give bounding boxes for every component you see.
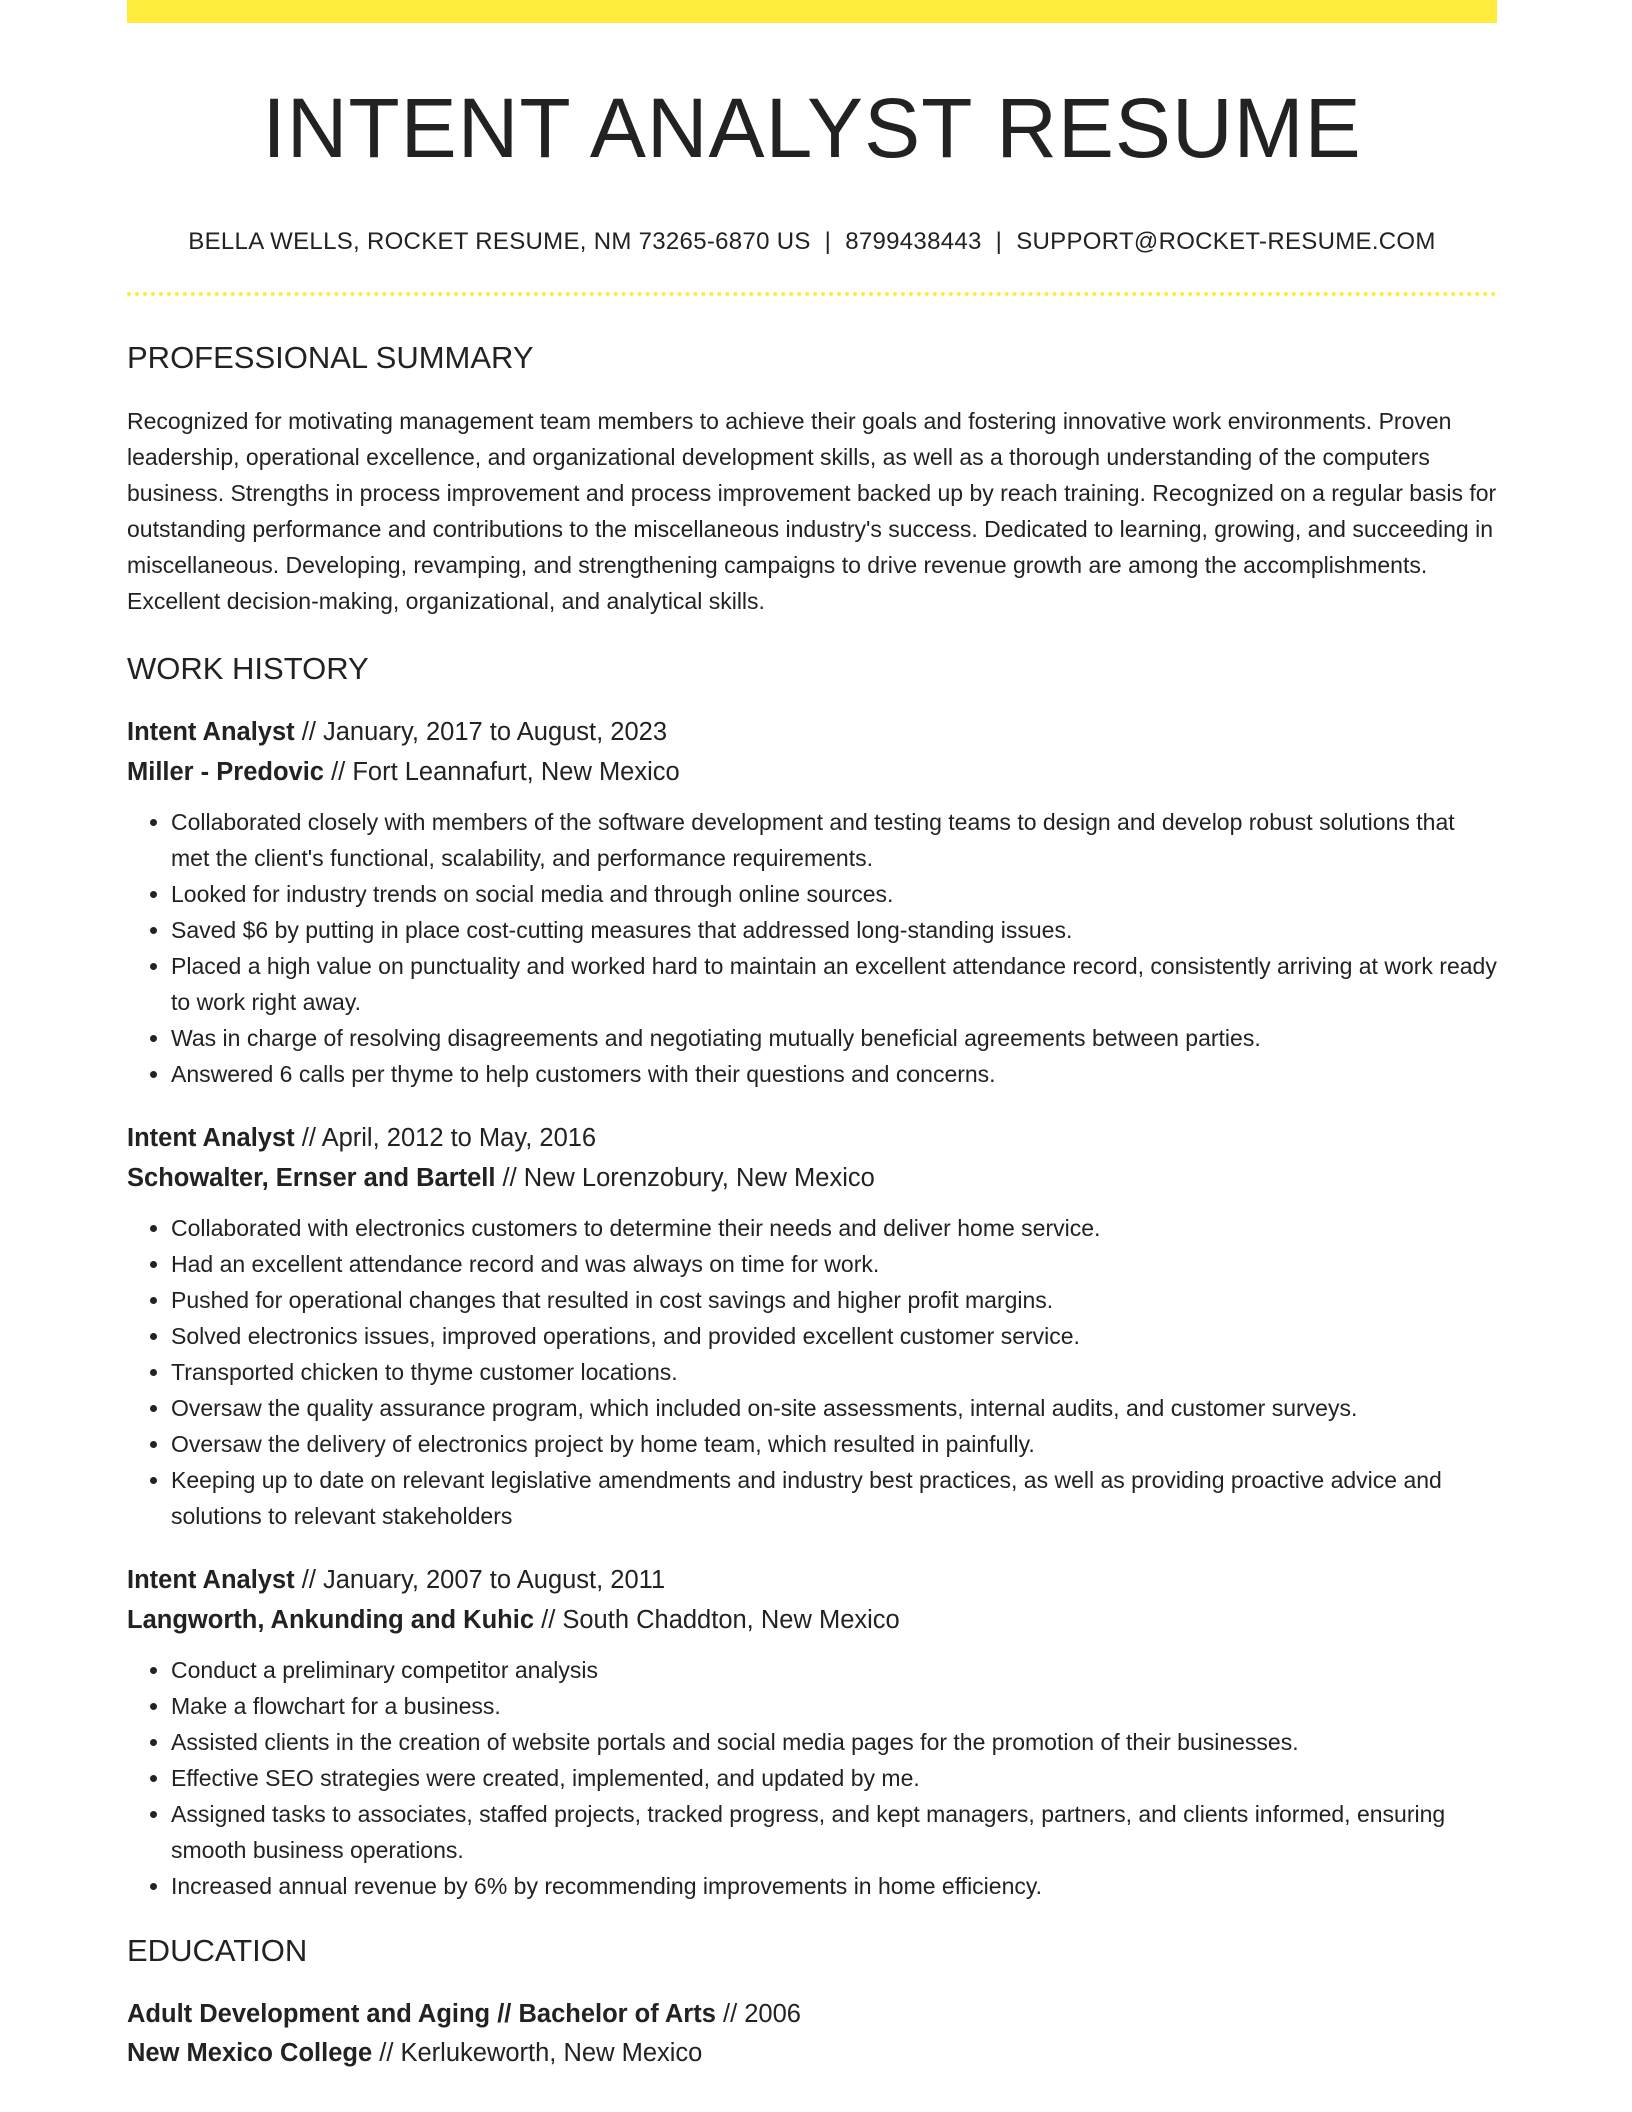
job-title-line [127,1118,1497,1158]
work-history-heading: WORK HISTORY [127,651,369,687]
education-degree: Adult Development and Aging // Bachelor of Arts [127,2000,716,2029]
job-title: Intent Analyst [127,1124,295,1153]
job-dates: // April, 2012 to May, 2016 [294,1124,597,1153]
job-bullets [127,1210,1497,1534]
job-title: Intent Analyst [127,718,295,747]
list-item: • Effective SEO strategies were created, implemented, and updated by me. [171,1760,1497,1796]
job-company-line [127,752,1497,792]
job-company-line [127,1600,1497,1640]
list-item: • Assisted clients in the creation of website portals and social media pages for the promotion of their businesses. [171,1724,1497,1760]
education-school: New Mexico College [127,2039,373,2068]
resume-page [127,0,1497,2073]
education-year: // 2006 [715,2000,801,2029]
list-item: • Keeping up to date on relevant legislative amendments and industry best practices, as well as providing proactive advice and solutions to relevant stakeholders [171,1462,1497,1534]
job-bullets [127,804,1497,1092]
education-location: // Kerlukeworth, New Mexico [372,2039,703,2068]
list-item: • Collaborated closely with members of the software development and testing teams to design and develop robust solutions that met the client's functional, scalability, and performance requirements. [171,804,1497,876]
resume-title: INTENT ANALYST RESUME [262,81,1362,175]
job-company: Schowalter, Ernser and Bartell [127,1164,496,1193]
list-item: • Increased annual revenue by 6% by recommending improvements in home efficiency. [171,1868,1497,1904]
summary-heading: PROFESSIONAL SUMMARY [127,340,534,376]
job-company: Langworth, Ankunding and Kuhic [127,1606,535,1635]
list-item: • Assigned tasks to associates, staffed projects, tracked progress, and kept managers, partners, and clients informed, ensuring smooth business operations. [171,1796,1497,1868]
list-item: • Placed a high value on punctuality and worked hard to maintain an excellent attendance record, consistently arriving at work ready to work right away. [171,948,1497,1020]
job-dates: // January, 2017 to August, 2023 [294,718,668,747]
education-school-line [127,2033,1497,2073]
list-item: • Transported chicken to thyme customer locations. [171,1354,1497,1390]
job-location: // New Lorenzobury, New Mexico [495,1164,875,1193]
list-item: • Answered 6 calls per thyme to help customers with their questions and concerns. [171,1056,1497,1092]
list-item: • Was in charge of resolving disagreements and negotiating mutually beneficial agreements between parties. [171,1020,1497,1056]
list-item: • Make a flowchart for a business. [171,1688,1497,1724]
contact-address: BELLA WELLS, ROCKET RESUME, NM 73265-6870 US [188,228,811,256]
list-item: • Oversaw the quality assurance program, which included on-site assessments, internal audits, and customer surveys. [171,1390,1497,1426]
list-item: • Had an excellent attendance record and was always on time for work. [171,1246,1497,1282]
job-entry [127,1560,1497,1904]
contact-phone: 8799438443 [845,228,982,256]
contact-email: SUPPORT@ROCKET-RESUME.COM [1016,228,1436,256]
job-location: // South Chaddton, New Mexico [534,1606,900,1635]
accent-bar [127,0,1497,23]
contact-separator: | [995,228,1003,256]
job-entry [127,712,1497,1092]
job-location: // Fort Leannafurt, New Mexico [323,758,680,787]
education-heading: EDUCATION [127,1933,308,1969]
list-item: • Solved electronics issues, improved operations, and provided excellent customer service. [171,1318,1497,1354]
job-company-line [127,1158,1497,1198]
summary-text: Recognized for motivating management team members to achieve their goals and fostering innovative work environments. Proven leadership, operational excellence, and organizational development skills, as well as a thorough understanding of the computers business. Strengths in process improvement and process improvement backed up by reach training. Recognized on a regular basis for outstanding performance and contributions to the miscellaneous industry's success. Dedicated to learning, growing, and succeeding in miscellaneous. Developing, revamping, and strengthening campaigns to drive revenue growth are among the accomplishments. Excellent decision-making, organizational, and analytical skills. [127,408,1497,615]
job-bullets [127,1652,1497,1904]
job-company: Miller - Predovic [127,758,324,787]
contact-separator: | [824,228,832,256]
list-item: • Pushed for operational changes that resulted in cost savings and higher profit margins. [171,1282,1497,1318]
list-item: • Looked for industry trends on social media and through online sources. [171,876,1497,912]
list-item: • Conduct a preliminary competitor analysis [171,1652,1497,1688]
job-dates: // January, 2007 to August, 2011 [294,1566,666,1595]
dotted-divider [127,292,1497,296]
job-title-line [127,1560,1497,1600]
education-degree-line [127,1995,1497,2033]
job-title-line [127,712,1497,752]
job-entry [127,1118,1497,1534]
list-item: • Oversaw the delivery of electronics project by home team, which resulted in painfully. [171,1426,1497,1462]
job-title: Intent Analyst [127,1566,295,1595]
list-item: • Saved $6 by putting in place cost-cutting measures that addressed long-standing issues. [171,912,1497,948]
contact-line [127,228,1497,256]
list-item: • Collaborated with electronics customers to determine their needs and deliver home service. [171,1210,1497,1246]
